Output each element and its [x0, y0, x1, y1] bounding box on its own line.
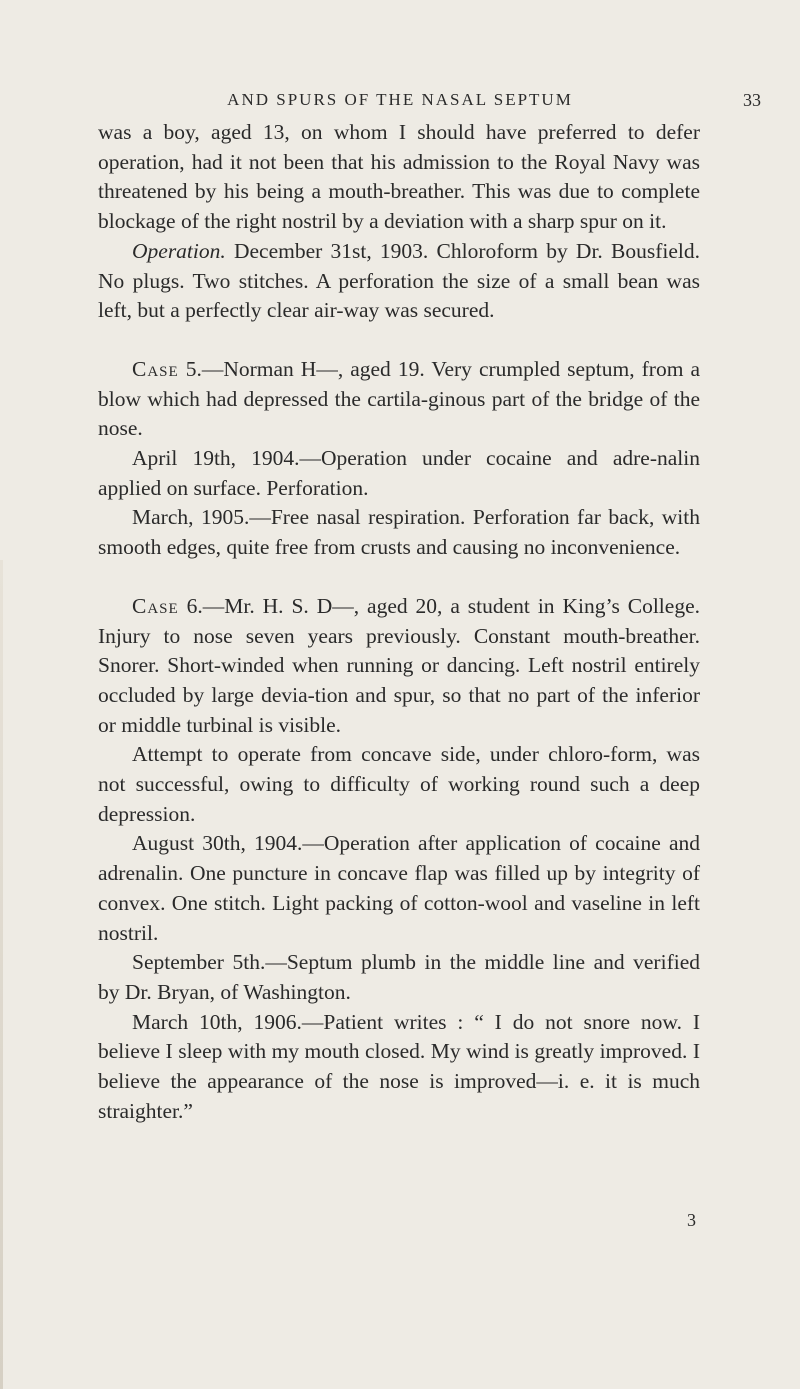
- body-text: [98, 118, 700, 1127]
- paragraph-case-5-operation: [98, 444, 700, 503]
- paragraph-operation: [98, 237, 700, 326]
- paragraph-text: Attempt to operate from concave side, under chloro-form, was not successful, owing to difficulty of working round such a deep depression.: [98, 742, 700, 826]
- paragraph-case-5-followup: [98, 503, 700, 562]
- paragraph-text: March 10th, 1906.—Patient writes : “ I do not snore now. I believe I sleep with my mouth closed. My wind is greatly improved. I believe the appearance of the nose is improved—i. e. it is much straighter.”: [98, 1009, 700, 1123]
- signature-mark: 3: [687, 1210, 696, 1230]
- paragraph-text: 6.—Mr. H. S. D—, aged 20, a student in King’s College. Injury to nose seven years previously. Constant mouth-breather. Snorer. Short-winded when running or dancing. Left nostril entirely occluded by large devia-tion and spur, so that no part of the inferior or middle turbinal is visible.: [98, 593, 700, 737]
- paragraph-continuation: [98, 118, 700, 237]
- paragraph-text: December 31st, 1903. Chloroform by Dr. Bousfield. No plugs. Two stitches. A perforation the size of a small bean was left, but a perfectly clear air-way was secured.: [98, 238, 700, 323]
- paragraph-case-5: [98, 355, 700, 444]
- paragraph-case-6-followup: [98, 1008, 700, 1127]
- case-lead: Case: [132, 593, 179, 618]
- paragraph-case-6-operation: [98, 829, 700, 948]
- paragraph-text: April 19th, 1904.—Operation under cocaine and adre-nalin applied on surface. Perforation.: [98, 446, 700, 500]
- paragraph-text: August 30th, 1904.—Operation after application of cocaine and adrenalin. One puncture in concave flap was filled up by integrity of convex. One stitch. Light packing of cotton-wool and vaseline in left nostril.: [98, 831, 700, 945]
- paragraph-case-6: [98, 592, 700, 741]
- page-number: 33: [743, 90, 761, 110]
- case-lead: Case: [132, 356, 179, 381]
- page-edge-shadow: [0, 560, 3, 1389]
- paragraph-text: 5.—Norman H—, aged 19. Very crumpled septum, from a blow which had depressed the cartila-ginous part of the bridge of the nose.: [98, 356, 700, 441]
- paragraph-text: was a boy, aged 13, on whom I should have preferred to defer operation, had it not been that his admission to the Royal Navy was threatened by his being a mouth-breather. This was due to complete blockage of the right nostril by a deviation with a sharp spur on it.: [98, 120, 700, 234]
- paragraph-text: March, 1905.—Free nasal respiration. Perforation far back, with smooth edges, quite free from crusts and causing no inconvenience.: [98, 505, 700, 560]
- running-header: AND SPURS OF THE NASAL SEPTUM: [227, 90, 573, 109]
- paragraph-text: September 5th.—Septum plumb in the middle line and verified by Dr. Bryan, of Washington.: [98, 950, 700, 1004]
- paragraph-case-6-attempt: [98, 740, 700, 829]
- paragraph-case-6-verification: [98, 948, 700, 1007]
- operation-lead: Operation.: [132, 238, 226, 263]
